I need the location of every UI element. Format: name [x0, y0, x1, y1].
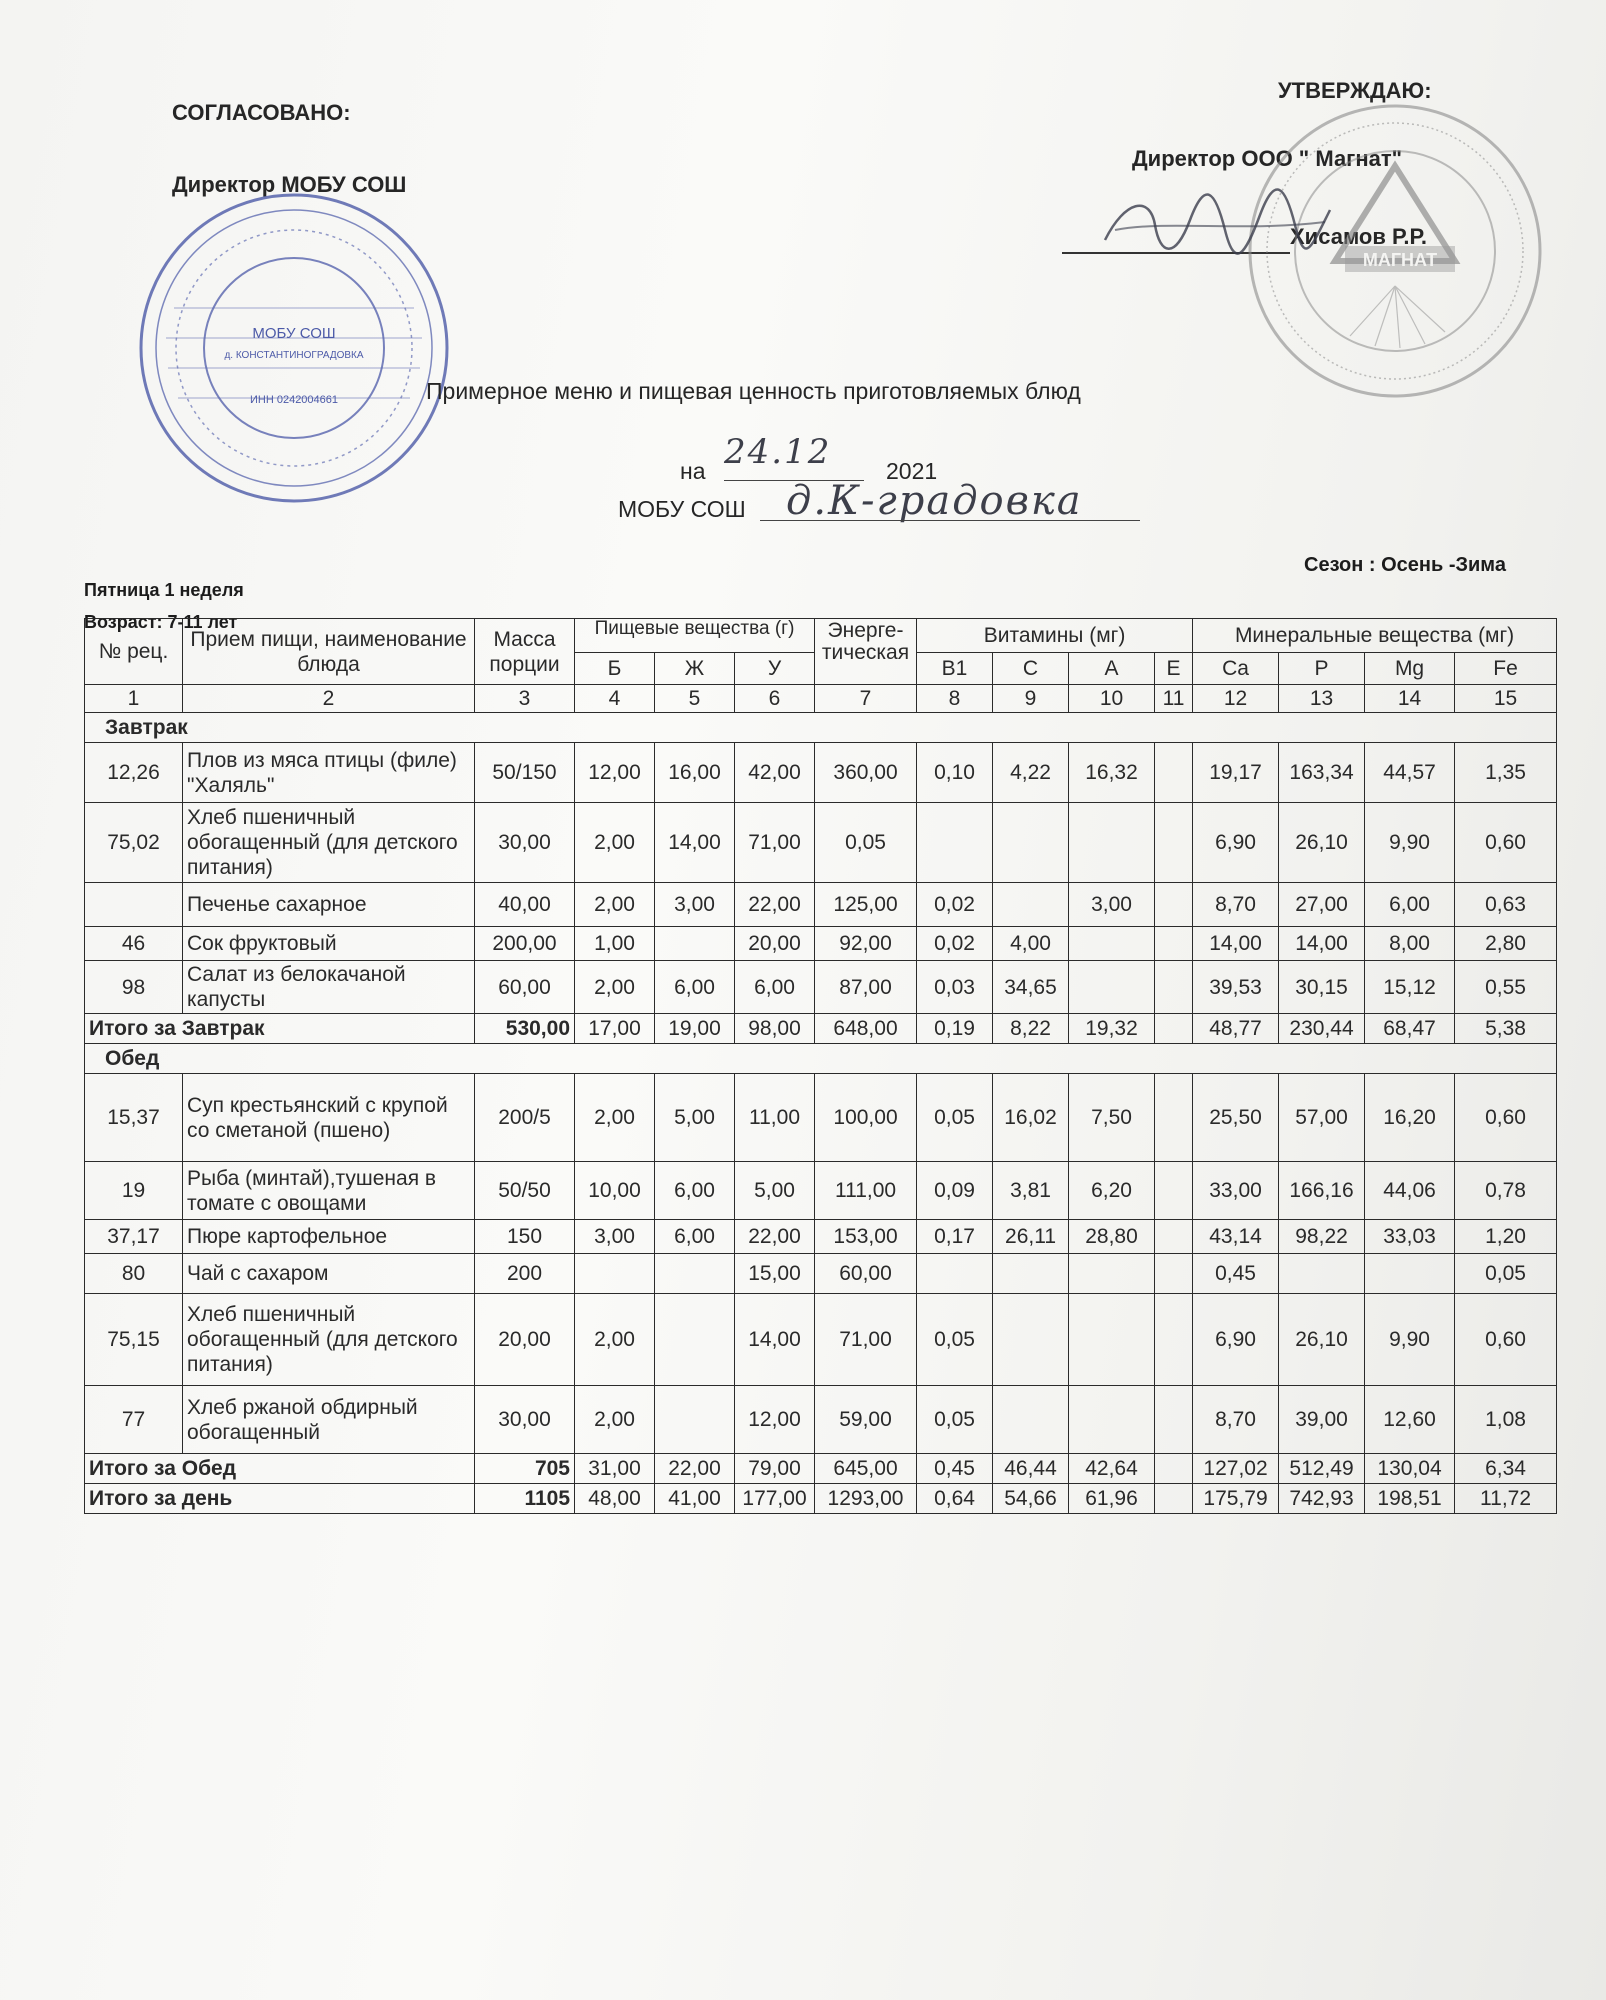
cell-u: 14,00 [735, 1294, 815, 1386]
col-sub-header: P [1279, 653, 1365, 685]
cell-a [1069, 1294, 1155, 1386]
cell-c [993, 1294, 1069, 1386]
cell-mass: 200 [475, 1254, 575, 1294]
school-handwritten: д.К-градовка [786, 478, 1083, 524]
cell-u: 11,00 [735, 1074, 815, 1162]
col-sub-header: E [1155, 653, 1193, 685]
total-b: 17,00 [575, 1014, 655, 1044]
col-number: 8 [917, 685, 993, 713]
cell-mass: 200/5 [475, 1074, 575, 1162]
col-sub-header: A [1069, 653, 1155, 685]
director-signature [1095, 180, 1335, 270]
cell-mass: 30,00 [475, 1386, 575, 1454]
cell-b: 10,00 [575, 1162, 655, 1220]
cell-mass: 150 [475, 1220, 575, 1254]
table-row [85, 1162, 1557, 1220]
col-meal-header: Прием пищи, наименование блюда [183, 619, 475, 685]
col-sub-header: У [735, 653, 815, 685]
col-rec-header: № рец. [85, 619, 183, 685]
menu-table [84, 618, 1557, 1514]
age-label: Возраст: 7-11 лет [84, 612, 238, 632]
cell-u: 22,00 [735, 883, 815, 927]
recipe-number [85, 883, 183, 927]
total-p: 742,93 [1279, 1484, 1365, 1514]
cell-mg: 44,06 [1365, 1162, 1455, 1220]
cell-c: 16,02 [993, 1074, 1069, 1162]
col-number: 15 [1455, 685, 1557, 713]
col-mass-header: Масса порции [475, 619, 575, 685]
cell-fe: 0,78 [1455, 1162, 1557, 1220]
cell-b1 [917, 1254, 993, 1294]
total-label: Итого за Обед [85, 1454, 475, 1484]
cell-ca: 6,90 [1193, 803, 1279, 883]
cell-e [1155, 1254, 1193, 1294]
total-mg: 68,47 [1365, 1014, 1455, 1044]
total-b: 31,00 [575, 1454, 655, 1484]
cell-zh [655, 1294, 735, 1386]
cell-mg: 9,90 [1365, 1294, 1455, 1386]
cell-mg: 33,03 [1365, 1220, 1455, 1254]
cell-fe: 0,60 [1455, 803, 1557, 883]
cell-a: 28,80 [1069, 1220, 1155, 1254]
date-year: 2021 [886, 458, 938, 484]
dish-name: Хлеб ржаной обдирный обогащенный [183, 1386, 475, 1454]
agreed-heading: СОГЛАСОВАНО: [172, 100, 351, 125]
total-p: 230,44 [1279, 1014, 1365, 1044]
cell-p: 163,34 [1279, 743, 1365, 803]
col-nutrients-header: Пищевые вещества (г) [575, 619, 815, 653]
cell-mg: 44,57 [1365, 743, 1455, 803]
cell-b1: 0,09 [917, 1162, 993, 1220]
cell-mass: 30,00 [475, 803, 575, 883]
cell-b: 1,00 [575, 927, 655, 961]
total-mass: 530,00 [475, 1014, 575, 1044]
dish-name: Сок фруктовый [183, 927, 475, 961]
dish-name: Плов из мяса птицы (филе) "Халяль" [183, 743, 475, 803]
dish-name: Пюре картофельное [183, 1220, 475, 1254]
total-label: Итого за день [85, 1484, 475, 1514]
cell-fe: 0,60 [1455, 1294, 1557, 1386]
cell-b1: 0,05 [917, 1386, 993, 1454]
cell-mg: 9,90 [1365, 803, 1455, 883]
cell-p: 26,10 [1279, 803, 1365, 883]
cell-b1: 0,10 [917, 743, 993, 803]
cell-p: 26,10 [1279, 1294, 1365, 1386]
cell-p: 98,22 [1279, 1220, 1365, 1254]
table-row [85, 961, 1557, 1014]
cell-en: 71,00 [815, 1294, 917, 1386]
cell-a: 16,32 [1069, 743, 1155, 803]
cell-c [993, 1386, 1069, 1454]
col-number: 3 [475, 685, 575, 713]
total-u: 79,00 [735, 1454, 815, 1484]
cell-u: 6,00 [735, 961, 815, 1014]
cell-en: 125,00 [815, 883, 917, 927]
cell-fe: 0,05 [1455, 1254, 1557, 1294]
cell-ca: 43,14 [1193, 1220, 1279, 1254]
cell-a: 7,50 [1069, 1074, 1155, 1162]
section-lunch [85, 1044, 1557, 1074]
total-p: 512,49 [1279, 1454, 1365, 1484]
col-number: 4 [575, 685, 655, 713]
cell-b: 2,00 [575, 1074, 655, 1162]
stamp-inn-text: ИНН 0242004661 [249, 394, 339, 406]
cell-ca: 25,50 [1193, 1074, 1279, 1162]
table-row [85, 803, 1557, 883]
total-e [1155, 1014, 1193, 1044]
cell-p: 39,00 [1279, 1386, 1365, 1454]
cell-fe: 1,20 [1455, 1220, 1557, 1254]
col-number: 7 [815, 685, 917, 713]
cell-en: 100,00 [815, 1074, 917, 1162]
document-title: Примерное меню и пищевая ценность приготовляемых блюд [426, 378, 1081, 404]
total-a: 61,96 [1069, 1484, 1155, 1514]
table-row [85, 1254, 1557, 1294]
total-ca: 48,77 [1193, 1014, 1279, 1044]
table-row [85, 1220, 1557, 1254]
total-a: 19,32 [1069, 1014, 1155, 1044]
cell-zh: 6,00 [655, 961, 735, 1014]
cell-u: 71,00 [735, 803, 815, 883]
cell-e [1155, 1220, 1193, 1254]
col-number: 14 [1365, 685, 1455, 713]
total-a: 42,64 [1069, 1454, 1155, 1484]
col-sub-header: B1 [917, 653, 993, 685]
cell-zh [655, 927, 735, 961]
total-c: 46,44 [993, 1454, 1069, 1484]
season-label: Сезон : Осень -Зима [1304, 554, 1506, 576]
col-number: 10 [1069, 685, 1155, 713]
total-u: 177,00 [735, 1484, 815, 1514]
stamp-logo-text: МАГНАТ [1362, 250, 1438, 270]
total-e [1155, 1484, 1193, 1514]
cell-p: 30,15 [1279, 961, 1365, 1014]
col-sub-header: C [993, 653, 1069, 685]
cell-b: 2,00 [575, 1294, 655, 1386]
cell-mass: 60,00 [475, 961, 575, 1014]
cell-ca: 8,70 [1193, 1386, 1279, 1454]
cell-en: 92,00 [815, 927, 917, 961]
cell-p: 57,00 [1279, 1074, 1365, 1162]
dish-name: Салат из белокачаной капусты [183, 961, 475, 1014]
recipe-number: 98 [85, 961, 183, 1014]
cell-mass: 50/150 [475, 743, 575, 803]
cell-ca: 6,90 [1193, 1294, 1279, 1386]
cell-zh: 5,00 [655, 1074, 735, 1162]
cell-en: 59,00 [815, 1386, 917, 1454]
day-label: Пятница 1 неделя [84, 580, 244, 600]
col-sub-header: Fe [1455, 653, 1557, 685]
cell-ca: 39,53 [1193, 961, 1279, 1014]
total-c: 54,66 [993, 1484, 1069, 1514]
total-u: 98,00 [735, 1014, 815, 1044]
col-number: 12 [1193, 685, 1279, 713]
total-b1: 0,45 [917, 1454, 993, 1484]
cell-c [993, 1254, 1069, 1294]
col-number: 11 [1155, 685, 1193, 713]
cell-b: 2,00 [575, 803, 655, 883]
cell-mg: 16,20 [1365, 1074, 1455, 1162]
cell-e [1155, 1162, 1193, 1220]
table-row [85, 1074, 1557, 1162]
cell-a [1069, 927, 1155, 961]
cell-u: 20,00 [735, 927, 815, 961]
cell-b1: 0,02 [917, 927, 993, 961]
cell-b: 2,00 [575, 961, 655, 1014]
cell-e [1155, 1074, 1193, 1162]
recipe-number: 46 [85, 927, 183, 961]
col-sub-header: Ж [655, 653, 735, 685]
cell-e [1155, 883, 1193, 927]
cell-zh: 6,00 [655, 1220, 735, 1254]
dish-name: Хлеб пшеничный обогащенный (для детского питания) [183, 803, 475, 883]
cell-en: 111,00 [815, 1162, 917, 1220]
total-b1: 0,64 [917, 1484, 993, 1514]
col-number: 2 [183, 685, 475, 713]
total-b1: 0,19 [917, 1014, 993, 1044]
total-mg: 198,51 [1365, 1484, 1455, 1514]
cell-b: 2,00 [575, 883, 655, 927]
dish-name: Хлеб пшеничный обогащенный (для детского питания) [183, 1294, 475, 1386]
col-vitamins-header: Витамины (мг) [917, 619, 1193, 653]
cell-zh: 6,00 [655, 1162, 735, 1220]
cell-e [1155, 1294, 1193, 1386]
col-number: 9 [993, 685, 1069, 713]
recipe-number: 75,15 [85, 1294, 183, 1386]
table-row [85, 883, 1557, 927]
total-fe: 6,34 [1455, 1454, 1557, 1484]
total-lunch-row [85, 1454, 1557, 1484]
cell-mass: 50/50 [475, 1162, 575, 1220]
total-mass: 705 [475, 1454, 575, 1484]
total-c: 8,22 [993, 1014, 1069, 1044]
table-row [85, 743, 1557, 803]
cell-u: 22,00 [735, 1220, 815, 1254]
cell-en: 0,05 [815, 803, 917, 883]
approved-heading: УТВЕРЖДАЮ: [1278, 78, 1432, 103]
cell-a [1069, 1386, 1155, 1454]
cell-c: 3,81 [993, 1162, 1069, 1220]
cell-fe: 1,35 [1455, 743, 1557, 803]
total-ca: 175,79 [1193, 1484, 1279, 1514]
cell-a [1069, 961, 1155, 1014]
cell-mass: 200,00 [475, 927, 575, 961]
date-handwritten: 24.12 [724, 432, 832, 472]
total-en: 1293,00 [815, 1484, 917, 1514]
col-minerals-header: Минеральные вещества (мг) [1193, 619, 1557, 653]
cell-b: 2,00 [575, 1386, 655, 1454]
col-number: 6 [735, 685, 815, 713]
cell-mg: 8,00 [1365, 927, 1455, 961]
cell-a [1069, 803, 1155, 883]
school-label: МОБУ СОШ [618, 496, 746, 522]
cell-mg: 6,00 [1365, 883, 1455, 927]
cell-en: 87,00 [815, 961, 917, 1014]
recipe-number: 15,37 [85, 1074, 183, 1162]
total-mg: 130,04 [1365, 1454, 1455, 1484]
cell-p: 14,00 [1279, 927, 1365, 961]
cell-e [1155, 927, 1193, 961]
approved-name: Хисамов Р.Р. [1290, 224, 1427, 249]
cell-ca: 19,17 [1193, 743, 1279, 803]
cell-b: 3,00 [575, 1220, 655, 1254]
total-ca: 127,02 [1193, 1454, 1279, 1484]
cell-fe: 0,63 [1455, 883, 1557, 927]
recipe-number: 12,26 [85, 743, 183, 803]
recipe-number: 75,02 [85, 803, 183, 883]
cell-c [993, 803, 1069, 883]
cell-fe: 0,60 [1455, 1074, 1557, 1162]
cell-ca: 14,00 [1193, 927, 1279, 961]
cell-c: 34,65 [993, 961, 1069, 1014]
cell-b1 [917, 803, 993, 883]
cell-zh: 16,00 [655, 743, 735, 803]
col-number: 1 [85, 685, 183, 713]
cell-c: 4,22 [993, 743, 1069, 803]
date-prefix: на [680, 458, 706, 484]
col-sub-header: Mg [1365, 653, 1455, 685]
cell-e [1155, 1386, 1193, 1454]
cell-zh: 3,00 [655, 883, 735, 927]
cell-p: 166,16 [1279, 1162, 1365, 1220]
dish-name: Чай с сахаром [183, 1254, 475, 1294]
cell-b1: 0,05 [917, 1294, 993, 1386]
cell-mg [1365, 1254, 1455, 1294]
total-en: 648,00 [815, 1014, 917, 1044]
cell-b1: 0,03 [917, 961, 993, 1014]
dish-name: Печенье сахарное [183, 883, 475, 927]
agreed-position: Директор МОБУ СОШ [172, 172, 407, 197]
section-label: Обед [85, 1044, 1557, 1074]
cell-mass: 40,00 [475, 883, 575, 927]
cell-p [1279, 1254, 1365, 1294]
total-fe: 5,38 [1455, 1014, 1557, 1044]
total-zh: 41,00 [655, 1484, 735, 1514]
cell-e [1155, 743, 1193, 803]
cell-b [575, 1254, 655, 1294]
total-zh: 22,00 [655, 1454, 735, 1484]
cell-a: 3,00 [1069, 883, 1155, 927]
cell-mg: 12,60 [1365, 1386, 1455, 1454]
cell-fe: 1,08 [1455, 1386, 1557, 1454]
cell-a [1069, 1254, 1155, 1294]
cell-en: 60,00 [815, 1254, 917, 1294]
cell-c [993, 883, 1069, 927]
total-label: Итого за Завтрак [85, 1014, 475, 1044]
cell-u: 12,00 [735, 1386, 815, 1454]
cell-a: 6,20 [1069, 1162, 1155, 1220]
dish-name: Рыба (минтай),тушеная в томате с овощами [183, 1162, 475, 1220]
cell-u: 42,00 [735, 743, 815, 803]
total-breakfast-row [85, 1014, 1557, 1044]
cell-b: 12,00 [575, 743, 655, 803]
cell-fe: 2,80 [1455, 927, 1557, 961]
cell-mg: 15,12 [1365, 961, 1455, 1014]
total-en: 645,00 [815, 1454, 917, 1484]
cell-zh: 14,00 [655, 803, 735, 883]
total-mass: 1105 [475, 1484, 575, 1514]
cell-e [1155, 803, 1193, 883]
cell-b1: 0,02 [917, 883, 993, 927]
school-seal-stamp [134, 188, 454, 508]
cell-c: 26,11 [993, 1220, 1069, 1254]
col-number: 13 [1279, 685, 1365, 713]
total-day-row [85, 1484, 1557, 1514]
stamp-text: МОБУ СОШ [252, 325, 336, 342]
table-row [85, 1386, 1557, 1454]
total-e [1155, 1454, 1193, 1484]
recipe-number: 37,17 [85, 1220, 183, 1254]
col-sub-header: Б [575, 653, 655, 685]
cell-c: 4,00 [993, 927, 1069, 961]
cell-u: 5,00 [735, 1162, 815, 1220]
table-row [85, 927, 1557, 961]
cell-u: 15,00 [735, 1254, 815, 1294]
cell-ca: 8,70 [1193, 883, 1279, 927]
approved-position: Директор ООО " Магнат" [1132, 146, 1403, 171]
stamp-text-2: д. КОНСТАНТИНОГРАДОВКА [224, 350, 364, 361]
table-row [85, 1294, 1557, 1386]
cell-fe: 0,55 [1455, 961, 1557, 1014]
col-energy-header: Энерге-тическая [815, 619, 917, 685]
section-label: Завтрак [85, 713, 1557, 743]
cell-ca: 33,00 [1193, 1162, 1279, 1220]
col-number: 5 [655, 685, 735, 713]
total-fe: 11,72 [1455, 1484, 1557, 1514]
cell-b1: 0,17 [917, 1220, 993, 1254]
school-underline [760, 520, 1140, 521]
cell-zh [655, 1254, 735, 1294]
cell-mass: 20,00 [475, 1294, 575, 1386]
total-zh: 19,00 [655, 1014, 735, 1044]
cell-en: 360,00 [815, 743, 917, 803]
section-breakfast [85, 713, 1557, 743]
cell-ca: 0,45 [1193, 1254, 1279, 1294]
recipe-number: 80 [85, 1254, 183, 1294]
col-sub-header: Ca [1193, 653, 1279, 685]
cell-b1: 0,05 [917, 1074, 993, 1162]
recipe-number: 77 [85, 1386, 183, 1454]
cell-en: 153,00 [815, 1220, 917, 1254]
cell-zh [655, 1386, 735, 1454]
recipe-number: 19 [85, 1162, 183, 1220]
total-b: 48,00 [575, 1484, 655, 1514]
cell-p: 27,00 [1279, 883, 1365, 927]
cell-e [1155, 961, 1193, 1014]
dish-name: Суп крестьянский с крупой со сметаной (пшено) [183, 1074, 475, 1162]
